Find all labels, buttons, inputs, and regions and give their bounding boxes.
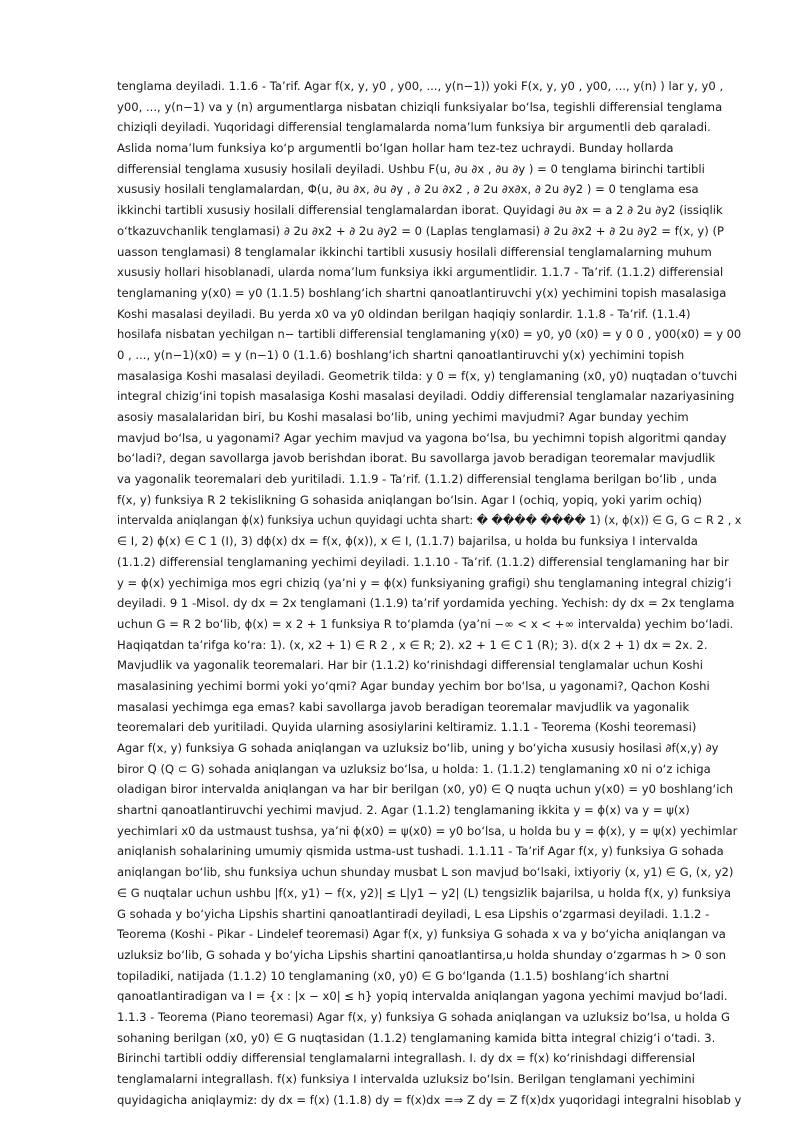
text-line: (1.1.2) differensial tenglamaning yechimi deyiladi. 1.1.10 - Ta’rif. (1.1.2) differensial tenglamaning har bir (117, 554, 729, 569)
text-line: qanoatlantiradigan va I = {x : |x − x0| ≤ h} yopiq intervalda aniqlangan yagona yechimi mavjud bo‘ladi. (117, 989, 728, 1004)
text-line: 1.1.3 - Teorema (Piano teoremasi) Agar f(x, y) funksiya G sohada aniqlangan va uzluksiz bo‘lsa, u holda G (117, 1009, 730, 1024)
text-line: deyiladi. 9 1 -Misol. dy dx = 2x tenglamani (1.1.9) ta’rif yordamida yeching. Yechish: dy dx = 2x tenglama (117, 596, 735, 611)
text-line: integral chizig‘ini topish masalasiga Koshi masalasi deyiladi. Oddiy differensial tenglamalar nazariyasining (117, 389, 735, 404)
text-line: uzluksiz bo‘lib, G sohada y bo‘yicha Lipshis shartini qanoatlantirsa,u holda shunday o‘zgarmas h > 0 son (117, 947, 726, 962)
text-line: chiziqli deyiladi. Yuqoridagi differensial tenglamalarda noma’lum funksiya bir argumentli deb qaraladi. (117, 120, 711, 135)
text-line: oladigan biror intervalda aniqlangan va har bir berilgan (x0, y0) ∈ Q nuqta uchun y(x0) = y0 boshlang‘ich (117, 782, 734, 797)
text-line: Birinchi tartibli oddiy differensial tenglamalarni integrallash. I. dy dx = f(x) ko‘rinishdagi differensial (117, 1051, 696, 1066)
text-line: y = ϕ(x) yechimiga mos egri chiziq (ya’ni y = ϕ(x) funksiyaning grafigi) shu tenglamaning integral chizig‘i (117, 575, 732, 590)
text-line: Haqiqatdan ta’rifga ko‘ra: 1). (x, x2 + 1) ∈ R 2 , x ∈ R; 2). x2 + 1 ∈ C 1 (R); 3). d(x 2 + 1) dx = 2x. 2. (117, 637, 708, 652)
text-line: xususiy hollari hisoblanadi, ularda noma’lum funksiya ikki argumentlidir. 1.1.7 - Ta’rif. (1.1.2) differensial (117, 265, 724, 280)
text-line: intervalda aniqlangan ϕ(x) funksiya uchun quyidagi uchta shart: � ���� ���� 1) (x, ϕ(x)) ∈ G, G ⊂ R 2 , x (117, 513, 742, 528)
text-line: ∈ I, 2) ϕ(x) ∈ C 1 (I), 3) dϕ(x) dx = f(x, ϕ(x)), x ∈ I, (1.1.7) bajarilsa, u holda bu funksiya I intervalda (117, 534, 698, 549)
text-line: va yagonalik teoremalari deb yuritiladi. 1.1.9 - Ta’rif. (1.1.2) differensial tenglama berilgan bo‘lib , unda (117, 472, 717, 487)
text-line: ikkinchi tartibli xususiy hosilali differensial tenglamalardan iborat. Quyidagi ∂u ∂x = a 2 ∂ 2u ∂y2 (issiqlik (117, 203, 723, 218)
text-line: Aslida noma’lum funksiya ko‘p argumentli bo‘lgan hollar ham tez-tez uchraydi. Bunday hollarda (117, 141, 674, 156)
text-line: hosilafa nisbatan yechilgan n− tartibli differensial tenglamaning y(x0) = y0, y0 (x0) = y 0 0 , y00(x0) = y 00 (117, 327, 742, 342)
text-line: o‘tkazuvchanlik tenglamasi) ∂ 2u ∂x2 + ∂ 2u ∂y2 = 0 (Laplas tenglamasi) ∂ 2u ∂x2 + ∂ 2u ∂y2 = f(x, y) (P (117, 223, 725, 238)
text-line: aniqlangan bo‘lib, shu funksiya uchun shunday musbat L son mavjud bo‘lsaki, ixtiyoriy (x, y1) ∈ G, (x, y2) (117, 865, 734, 880)
text-line: tenglama deyiladi. 1.1.6 - Ta’rif. Agar f(x, y, y0 , y00, ..., y(n−1)) yoki F(x, y, y0 , y00, ..., y(n) ) lar y, y0 , (117, 79, 724, 93)
text-line: yechimlari x0 da ustmaust tushsa, ya’ni ϕ(x0) = ψ(x0) = y0 bo‘lsa, u holda bu y = ϕ(x), y = ψ(x) yechimlar (117, 823, 738, 838)
text-line: bo‘ladi?, degan savollarga javob berishdan iborat. Bu savollarga javob beradigan teoremalar mavjudlik (117, 451, 716, 466)
text-line: f(x, y) funksiya R 2 tekislikning G sohasida aniqlangan bo‘lsin. Agar I (ochiq, yopiq, yoki yarim ochiq) (117, 492, 703, 507)
text-line: Agar f(x, y) funksiya G sohada aniqlangan va uzluksiz bo‘lib, uning y bo‘yicha xususiy hosilasi ∂f(x,y) ∂y (117, 741, 719, 755)
text-line: masalasi yechimga ega emas? kabi savollarga javob beradigan teoremalar mavjudlik va yagonalik (117, 699, 690, 714)
text-line: tenglamalarni integrallash. f(x) funksiya I intervalda uzluksiz bo‘lsin. Berilgan tenglamani yechimini (117, 1072, 695, 1086)
text-line: ∈ G nuqtalar uchun ushbu |f(x, y1) − f(x, y2)| ≤ L|y1 − y2| (L) tengsizlik bajarilsa, u holda f(x, y) funksiya (117, 885, 731, 900)
text-line: shartni qanoatlantiruvchi yechimi mavjud. 2. Agar (1.1.2) tenglamaning ikkita y = ϕ(x) va y = ψ(x) (117, 803, 690, 818)
text-line: masalasining yechimi bormi yoki yo‘qmi? Agar bunday yechim bor bo‘lsa, u yagonami?, Qachon Koshi (117, 678, 710, 693)
text-line: y00, ..., y(n−1) va y (n) argumentlarga nisbatan chiziqli funksiyalar bo‘lsa, tegishli differensial tenglama (117, 99, 723, 114)
text-line: G sohada y bo‘yicha Lipshis shartini qanoatlantiradi deyiladi, L esa Lipshis o‘zgarmasi deyiladi. 1.1.2 - (117, 906, 710, 921)
body-text (117, 76, 741, 1110)
text-line: differensial tenglama xususiy hosilali deyiladi. Ushbu F(u, ∂u ∂x , ∂u ∂y ) = 0 tenglama birinchi tartibli (117, 161, 705, 176)
text-line: uchun G = R 2 bo‘lib, ϕ(x) = x 2 + 1 funksiya R to‘plamda (ya’ni −∞ < x < +∞ intervalda) yechim bo‘ladi. (117, 616, 734, 631)
text-line: Teorema (Koshi - Pikar - Lindelef teoremasi) Agar f(x, y) funksiya G sohada x va y bo‘yicha aniqlangan va (117, 927, 726, 942)
text-line: sohaning berilgan (x0, y0) ∈ G nuqtasidan (1.1.2) tenglamaning kamida bitta integral chizig‘i o‘tadi. 3. (117, 1030, 716, 1045)
text-line: Koshi masalasi deyiladi. Bu yerda x0 va y0 oldindan berilgan haqiqiy sonlardir. 1.1.8 - Ta’rif. (1.1.4) (117, 306, 691, 321)
text-line: masalasiga Koshi masalasi deyiladi. Geometrik tilda: y 0 = f(x, y) tenglamaning (x0, y0) nuqtadan o‘tuvchi (117, 368, 738, 383)
text-line: xususiy hosilali tenglamalardan, Φ(u, ∂u ∂x, ∂u ∂y , ∂ 2u ∂x2 , ∂ 2u ∂x∂x, ∂ 2u ∂y2 ) = 0 tenglama esa (117, 182, 699, 197)
text-line: quyidagicha aniqlaymiz: dy dx = f(x) (1.1.8) dy = f(x)dx =⇒ Z dy = Z f(x)dx yuqoridagi integralni hisoblab y (117, 1092, 742, 1107)
text-line: uasson tenglamasi) 8 tenglamalar ikkinchi tartibli xususiy hosilali differensial tenglamalarning muhum (117, 244, 712, 259)
text-line: asosiy masalalaridan biri, bu Koshi masalasi bo‘lib, uning yechimi mavjudmi? Agar bunday yechim (117, 410, 689, 424)
text-line: biror Q (Q ⊂ G) sohada aniqlangan va uzluksiz bo‘lsa, u holda: 1. (1.1.2) tenglamaning x0 ni o‘z ichiga (117, 761, 711, 776)
text-line: topiladiki, natijada (1.1.2) 10 tenglamaning (x0, y0) ∈ G bo‘lganda (1.1.5) boshlang‘ich shartni (117, 968, 670, 983)
text-line: 0 , ..., y(n−1)(x0) = y (n−1) 0 (1.1.6) boshlang‘ich shartni qanoatlantiruvchi y(x) yechimini topish (117, 347, 685, 362)
text-line: aniqlanish sohalarining umumiy qismida ustma-ust tushadi. 1.1.11 - Ta’rif Agar f(x, y) funksiya G sohada (117, 844, 724, 859)
text-line: teoremalari deb yuritiladi. Quyida ularning asosiylarini keltiramiz. 1.1.1 - Teorema (Koshi teoremasi) (117, 720, 697, 735)
text-line: Mavjudlik va yagonalik teoremalari. Har bir (1.1.2) ko‘rinishdagi differensial tenglamalar uchun Koshi (117, 658, 703, 673)
text-line: tenglamaning y(x0) = y0 (1.1.5) boshlang‘ich shartni qanoatlantiruvchi y(x) yechimini topish masalasiga (117, 285, 727, 300)
text-line: mavjud bo‘lsa, u yagonami? Agar yechim mavjud va yagona bo‘lsa, bu yechimni topish algoritmi qanday (117, 430, 727, 445)
